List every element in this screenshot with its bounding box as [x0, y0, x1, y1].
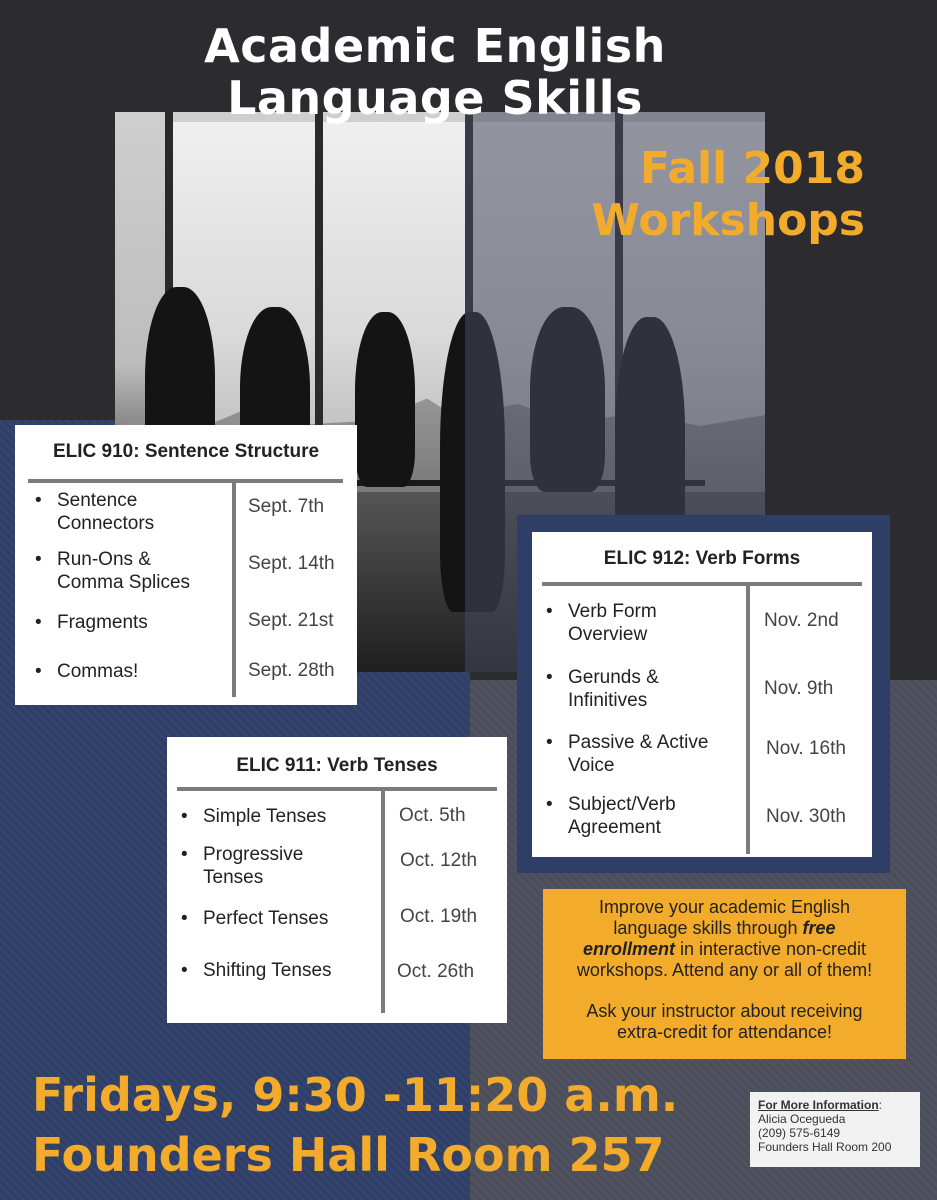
title-line-2: Language Skills	[227, 71, 643, 125]
bullet-icon: •	[35, 612, 42, 633]
topic-label: Sentence	[57, 490, 138, 511]
bullet-icon: •	[35, 490, 42, 511]
promo-box	[543, 889, 906, 1059]
promo-line: extra-credit for attendance!	[616, 1022, 833, 1042]
topic-label: Commas!	[57, 661, 139, 682]
bullet-icon: •	[546, 667, 553, 688]
contact-box	[750, 1092, 920, 1167]
promo-emphasis: free	[802, 918, 836, 938]
topic-label: Perfect Tenses	[203, 908, 329, 929]
promo-line	[543, 939, 906, 960]
column-rule	[381, 787, 385, 1013]
page-title	[100, 20, 770, 124]
promo-line: Improve your academic English	[598, 897, 851, 917]
promo-line	[543, 918, 906, 939]
bullet-icon: •	[35, 549, 42, 570]
header-rule	[28, 479, 343, 483]
bullet-icon: •	[546, 794, 553, 815]
subtitle-line-2: Workshops	[591, 195, 865, 246]
promo-line: Ask your instructor about receiving	[586, 1001, 863, 1021]
header-rule	[177, 787, 497, 791]
date-label: Oct. 19th	[400, 906, 478, 927]
topic-label: Voice	[568, 755, 615, 776]
course-title: ELIC 910: Sentence Structure	[52, 441, 320, 462]
promo-text: language skills through	[613, 918, 803, 938]
schedule-text: Fridays, 9:30 -11:20 a.m.	[32, 1068, 679, 1122]
contact-office: Founders Hall Room 200	[758, 1140, 892, 1154]
topic-label: Connectors	[57, 513, 155, 534]
topic-label: Subject/Verb	[568, 794, 676, 815]
course-card-911	[167, 737, 507, 1023]
date-label: Sept. 14th	[248, 553, 335, 574]
topic-label: Shifting Tenses	[203, 960, 332, 981]
topic-label: Run-Ons &	[57, 549, 151, 570]
column-rule	[746, 582, 750, 854]
course-title: ELIC 911: Verb Tenses	[236, 755, 438, 776]
topic-label: Passive & Active	[568, 732, 709, 753]
topic-label: Simple Tenses	[203, 806, 327, 827]
topic-label: Fragments	[57, 612, 148, 633]
bullet-icon: •	[181, 908, 188, 929]
topic-label: Gerunds &	[568, 667, 659, 688]
contact-label: For More Information	[758, 1098, 879, 1112]
date-label: Oct. 5th	[399, 805, 466, 826]
course-card-912	[532, 532, 872, 857]
promo-text: in interactive non-credit	[674, 939, 867, 959]
page-subtitle	[545, 143, 865, 247]
topic-label: Infinitives	[568, 690, 648, 711]
date-label: Sept. 28th	[248, 660, 335, 681]
topic-label: Agreement	[568, 817, 661, 838]
topic-label: Progressive	[203, 844, 304, 865]
contact-heading	[758, 1098, 912, 1112]
contact-phone: (209) 575-6149	[758, 1126, 841, 1140]
course-title: ELIC 912: Verb Forms	[603, 548, 801, 569]
topic-label: Verb Form	[568, 601, 657, 622]
subtitle-line-1: Fall 2018	[639, 143, 865, 194]
column-rule	[232, 479, 236, 697]
date-label: Sept. 21st	[248, 610, 334, 631]
date-label: Oct. 26th	[397, 961, 475, 982]
contact-name: Alicia Ocegueda	[758, 1112, 846, 1126]
date-label: Nov. 9th	[764, 678, 834, 699]
date-label: Nov. 30th	[766, 806, 846, 827]
topic-label: Overview	[568, 624, 648, 645]
topic-label: Tenses	[203, 867, 264, 888]
bullet-icon: •	[35, 661, 42, 682]
topic-label: Comma Splices	[57, 572, 191, 593]
title-line-1: Academic English	[204, 19, 666, 73]
bullet-icon: •	[181, 806, 188, 827]
promo-line: workshops. Attend any or all of them!	[576, 960, 873, 980]
promo-emphasis: enrollment	[582, 939, 675, 959]
header-rule	[542, 582, 862, 586]
date-label: Nov. 16th	[766, 738, 846, 759]
date-label: Oct. 12th	[400, 850, 478, 871]
bullet-icon: •	[181, 844, 188, 865]
contact-label-suffix: :	[878, 1098, 883, 1112]
bullet-icon: •	[181, 960, 188, 981]
date-label: Sept. 7th	[248, 496, 325, 517]
location-text: Founders Hall Room 257	[32, 1128, 665, 1182]
bullet-icon: •	[546, 601, 553, 622]
date-label: Nov. 2nd	[764, 610, 839, 631]
course-card-910	[15, 425, 357, 705]
bullet-icon: •	[546, 732, 553, 753]
